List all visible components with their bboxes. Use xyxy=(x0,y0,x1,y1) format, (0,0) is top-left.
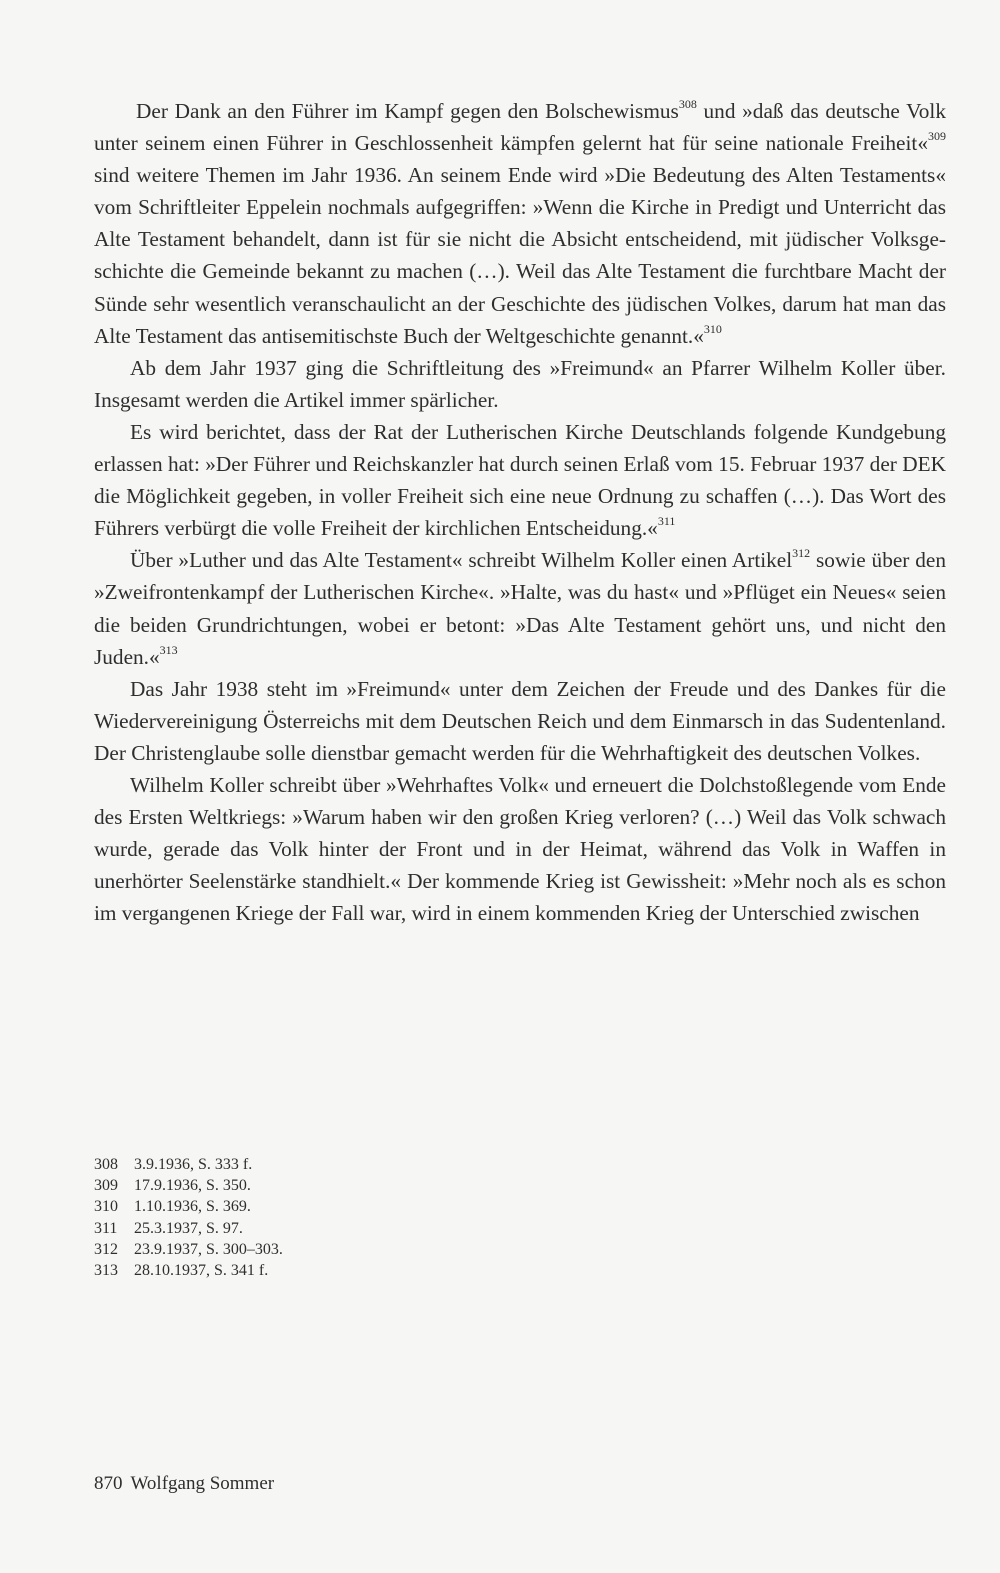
paragraph-text: Wilhelm Koller schreibt über »Wehrhaftes Volk« und erneuert die Dolchstoßlegende vom Ende des Ersten Weltkriegs: »Warum haben wir den großen Krieg verloren? (…) Weil das Volk schwach wurde, gerade das Volk hinter der Front und in der Heimat, während das Volk in Waffen in unerhörter Seelenstärke standhielt.« Der kommende Krieg ist Gewissheit: »Mehr noch als es schon im vergangenen Kriege der Fall war, wird in einem kommenden Krieg der Unterschied zwischen xyxy=(94,772,946,926)
footnote-text: 3.9.1936, S. 333 f. xyxy=(134,1156,253,1173)
footnote-text: 28.10.1937, S. 341 f. xyxy=(134,1262,269,1280)
paragraph xyxy=(94,544,946,672)
footnote xyxy=(94,1175,694,1196)
paragraph-text: Es wird berichtet, dass der Rat der Lutherischen Kirche Deutschlands folgende Kundgebung erlassen hat: »Der Führer und Reichskanzler hat durch seinen Erlaß vom 15. Februar 1937 der DEK die Möglichkeit gegeben, in voller Freiheit sich eine neue Ordnung zu schaffen (…). Das Wort des Führers verbürgt die volle Freiheit der kirchlichen Entscheidung.« xyxy=(94,419,946,541)
footnote-reference: 312 xyxy=(792,546,811,561)
footnote-number: 313 xyxy=(94,1262,118,1280)
footnote-text: 25.3.1937, S. 97. xyxy=(134,1219,243,1237)
paragraph xyxy=(94,769,946,929)
paragraph-text: Ab dem Jahr 1937 ging die Schriftleitung des »Freimund« an Pfarrer Wilhelm Koller über. Insgesamt werden die Artikel immer spärlicher. xyxy=(94,355,946,412)
paragraph xyxy=(94,416,946,544)
footnote xyxy=(94,1260,694,1281)
footnote xyxy=(94,1154,694,1175)
paragraph-text: Das Jahr 1938 steht im »Freimund« unter dem Zeichen der Freude und des Dankes für die Wiedervereinigung Österreichs mit dem Deutschen Reich und dem Einmarsch in das Sudentenland. Der Christenglaube solle dienstbar gemacht werden für die Wehrhaftigkeit des deutschen Volkes. xyxy=(94,676,946,765)
footnote-text: 23.9.1937, S. 300–303. xyxy=(134,1240,283,1258)
footnote-number: 309 xyxy=(94,1177,118,1195)
footnote-number: 308 xyxy=(94,1156,118,1173)
footnote xyxy=(94,1196,694,1217)
paragraph xyxy=(94,95,946,352)
author-name: Wolfgang Sommer xyxy=(130,1473,275,1494)
footnote-number: 312 xyxy=(94,1240,118,1258)
footnote-reference: 310 xyxy=(703,321,722,336)
footnote-reference: 313 xyxy=(159,642,178,657)
paragraph xyxy=(94,673,946,769)
paragraph-text: Über »Luther und das Alte Testament« schreibt Wilhelm Koller einen Artikel xyxy=(130,548,793,573)
footnote-reference: 308 xyxy=(678,96,697,111)
page-number: 870 xyxy=(94,1473,123,1494)
paragraph-text: und »daß das deutsche Volk unter seinem einen Führer in Geschlossenheit kämpfen gelernt hat für seine nationale Freiheit« xyxy=(94,99,946,156)
main-text xyxy=(94,95,946,929)
footnote-text: 1.10.1936, S. 369. xyxy=(134,1198,251,1216)
paragraph-text: sind weitere Themen im Jahr 1936. An seinem Ende wird »Die Bedeutung des Alten Testaments« vom Schriftleiter Eppelein nochmals aufgegriffen: »Wenn die Kirche in Predigt und Unterricht das Alte Testament behandelt, dann ist für sie nicht die Absicht entscheidend, mit jüdischer Volksgeschichte die Gemeinde bekannt zu machen (…). Weil das Alte Testament die furchtbare Macht der Sünde sehr wesentlich veranschaulicht an der Geschichte des jüdischen Volkes, darum hat man das Alte Testament das antisemitischste Buch der Weltgeschichte genannt.« xyxy=(94,163,946,348)
footnote-reference: 311 xyxy=(657,514,676,529)
paragraph-text: Der Dank an den Führer im Kampf gegen den Bolschewismus xyxy=(136,99,679,123)
footnote xyxy=(94,1239,694,1260)
paragraph-text: sowie über den »Zweifrontenkampf der Lutherischen Kirche«. »Halte, was du hast« und »Pflüget ein Neues« seien die beiden Grundrichtungen, wobei er betont: »Das Alte Testament gehört uns, und nicht den Juden.« xyxy=(94,548,947,669)
footnote-reference: 309 xyxy=(928,129,946,143)
page-footer xyxy=(94,1472,274,1496)
footnote-number: 311 xyxy=(94,1219,118,1237)
footnote-text: 17.9.1936, S. 350. xyxy=(134,1177,251,1195)
footnotes xyxy=(94,1154,694,1281)
footnote xyxy=(94,1218,694,1239)
paragraph xyxy=(94,352,946,416)
footnote-number: 310 xyxy=(94,1198,118,1216)
